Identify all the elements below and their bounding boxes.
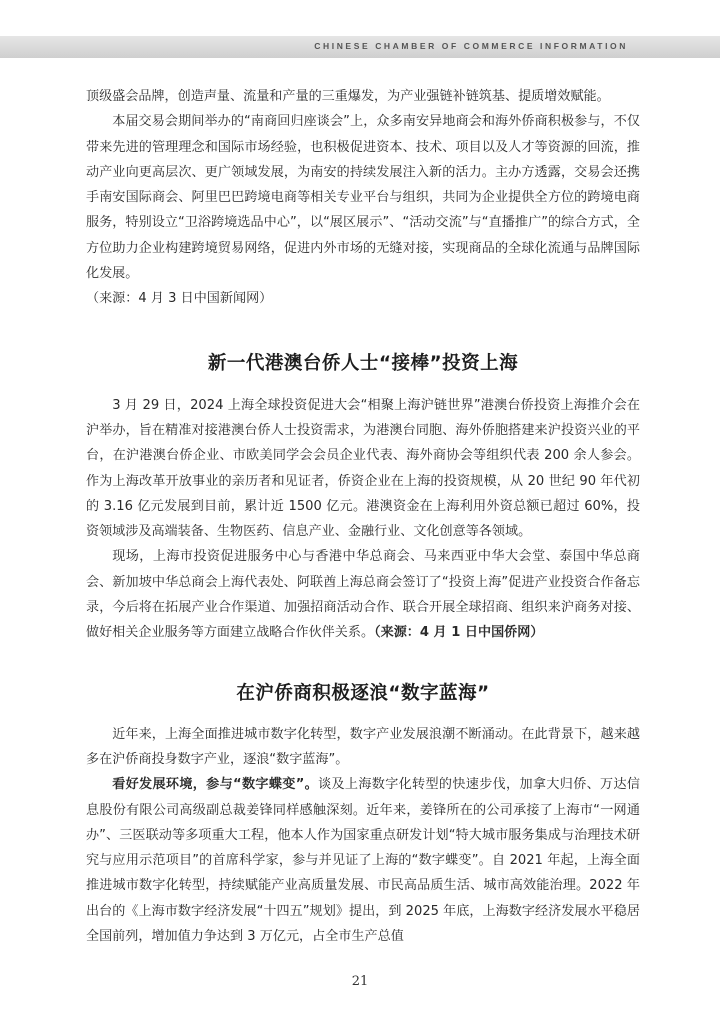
article2-source: （来源：4 月 1 日中国侨网） — [374, 625, 544, 641]
article1-paragraph-text: 本届交易会期间举办的“南商回归座谈会”上，众多南安异地商会和海外侨商积极参与，不仅带来先进的管理理念和国际市场经验，也积极促进资本、技术、项目以及人才等资源的回流，推动产业向更高层次、更广领域发展，为南安的持续发展注入新的活力。主办方透露，交易会还携手南安国际商会、阿里巴巴跨境电商等相关专业平台与组织，共同为企业提供全方位的跨境电商服务，特别设立“卫浴跨境选品中心”，以“展区展示”、“活动交流”与“直播推广”的综合方式，全方位助力企业构建跨境贸易网络，促进内外市场的无缝对接，实现商品的全球化流通与品牌国际化发展。 — [86, 114, 640, 282]
article2-title: 新一代港澳台侨人士“接棒”投资上海 — [207, 352, 519, 374]
article2-paragraph-1: 3 月 29 日，2024 上海全球投资促进大会“相聚上海沪链世界”港澳台侨投资上海推介会在沪举办，旨在精准对接港澳台侨人士投资需求，为港澳台同胞、海外侨胞搭建来沪投资兴业的平台，在沪港澳台侨企业、市欧美同学会会员企业代表、海外商协会等组织代表 200 余人参会。作为上海改革开放事业的亲历者和见证者，侨资企业在上海的投资规模，从 20 世纪 90 年代初的 3.16 亿元发展到目前，累计近 1500 亿元。港澳资金在上海利用外资总额已超过 60%，投资领域涉及高端装备、生物医药、信息产业、金融行业、文化创意等各领域。 — [86, 397, 640, 540]
page-number: 21 — [351, 974, 369, 989]
article1-paragraph — [86, 109, 640, 286]
article3-lead: 看好发展环境，参与“数字蝶变”。 — [112, 777, 319, 793]
article3-paragraph-1: 近年来，上海全面推进城市数字化转型，数字产业发展浪潮不断涌动。在此背景下，越来越多在沪侨商投身数字产业，逐浪“数字蓝海”。 — [86, 726, 640, 767]
article3-paragraph-2-text: 谈及上海数字化转型的快速步伐，加拿大归侨、万达信息股份有限公司高级副总裁姜锋同样感触深刻。近年来，姜锋所在的公司承接了上海市“一网通办”、三医联动等多项重大工程，他本人作为国家重点研发计划“特大城市服务集成与治理技术研究与应用示范项目”的首席科学家，参与并见证了上海的“数字蝶变”。自 2021 年起，上海全面推进城市数字化转型，持续赋能产业高质量发展、市民高品质生活、城市高效能治理。2022 年出台的《上海市数字经济发展“十四五”规划》提出，到 2025 年底，上海数字经济发展水平稳居全国前列，增加值力争达到 3 万亿元，占全市生产总值 — [86, 777, 640, 945]
article2-paragraph-2 — [86, 544, 640, 645]
header-banner-text: CHINESE CHAMBER OF COMMERCE INFORMATION — [314, 41, 628, 51]
article1-source: （来源：4 月 3 日中国新闻网） — [86, 291, 273, 307]
article1-continuation: 顶级盛会品牌，创造声量、流量和产量的三重爆发，为产业强链补链筑基、提质增效赋能。 — [86, 89, 610, 104]
article3-title: 在沪侨商积极逐浪“数字蓝海” — [236, 682, 490, 704]
page-content — [86, 84, 640, 949]
article3-paragraph-2 — [86, 772, 640, 949]
article2-paragraph-2-text: 现场，上海市投资促进服务中心与香港中华总商会、马来西亚中华大会堂、泰国中华总商会、新加坡中华总商会上海代表处、阿联酋上海总商会签订了“投资上海”促进产业投资合作备忘录，今后将在拓展产业合作渠道、加强招商活动合作、联合开展全球招商、组织来沪商务对接、做好相关企业服务等方面建立战略合作伙伴关系。 — [86, 549, 640, 641]
